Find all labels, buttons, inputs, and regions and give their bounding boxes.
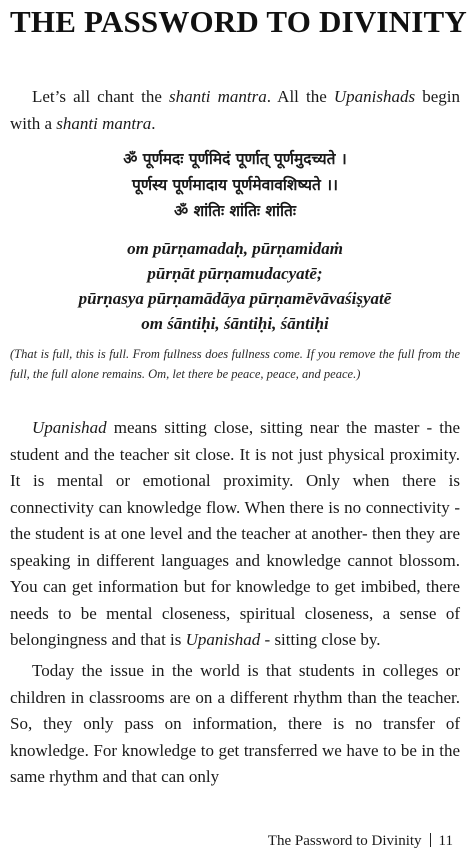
mantra-translation: (That is full, this is full. From fullness does fullness come. If you remove the full from the full, the full alone remains. Om, let there be peace, peace, and peace.): [10, 347, 460, 381]
devanagari-line-3: ॐ शांतिः शांतिः शांतिः: [174, 202, 296, 220]
intro-text-3: begin with a: [10, 87, 460, 133]
paragraph-1-emphasis: Upanishad: [32, 418, 107, 437]
body-paragraph-2: Today the issue in the world is that students in colleges or children in classrooms are on a different rhythm than the teacher. So, they only pass on information, there is no transfer of knowledge. For knowledge to get transferred we have to be in the same rhythm and that can only: [10, 661, 460, 786]
footer-separator: [430, 833, 431, 847]
paragraph-1-text-1: means sitting close, sitting near the master - the student and the teacher sit close. It is not just physical proximity. It is mental or emotional proximity. Only when there is connectivity can knowledge flow. When there is no connectivity - the student is at one level and the teacher at another- then they are speaking in different languages and knowledge cannot blossom. You can get information but for knowledge to get imbibed, there needs to be mental closeness, spiritual closeness, a sense of belongingness and that is: [10, 418, 460, 649]
page-footer: [268, 833, 453, 850]
intro-emphasis-shanti-mantra: shanti mantra: [168, 87, 267, 106]
paragraph-1-emphasis-2: Upanishad: [185, 630, 261, 649]
running-title: The Password to Divinity: [267, 833, 422, 849]
intro-text-4: .: [151, 113, 156, 133]
body-paragraph-1: [10, 415, 460, 654]
paragraph-1-text-2: - sitting close by.: [260, 630, 381, 649]
page-number: 11: [438, 833, 453, 849]
intro-text-1: Let’s all chant the: [32, 87, 169, 106]
devanagari-line-2: पूर्णस्य पूर्णमादाय पूर्णमेवावशिष्यते ।।: [132, 176, 338, 194]
intro-emphasis-upanishads: Upanishads: [333, 87, 416, 106]
intro-text-2: . All the: [266, 87, 334, 106]
transliterated-mantra: [10, 236, 460, 336]
intro-paragraph: [10, 84, 460, 137]
transliteration-line-1: om pūrṇamadaḥ, pūrṇamidaṁ: [127, 239, 343, 258]
devanagari-mantra: [10, 146, 460, 224]
transliteration-line-2: pūrṇāt pūrṇamudacyatē;: [147, 264, 323, 283]
devanagari-line-1: ॐ पूर्णमदः पूर्णमिदं पूर्णात् पूर्णमुदच्यते ।: [123, 150, 347, 168]
transliteration-line-3: pūrṇasya pūrṇamādāya pūrṇamēvāvaśiṣyatē: [78, 289, 392, 308]
chapter-title: THE PASSWORD TO DIVINITY: [10, 4, 467, 39]
transliteration-line-4: om śāntiḥi, śāntiḥi, śāntiḥi: [141, 314, 329, 333]
intro-emphasis-shanti-mantra-2: shanti mantra: [56, 113, 152, 133]
